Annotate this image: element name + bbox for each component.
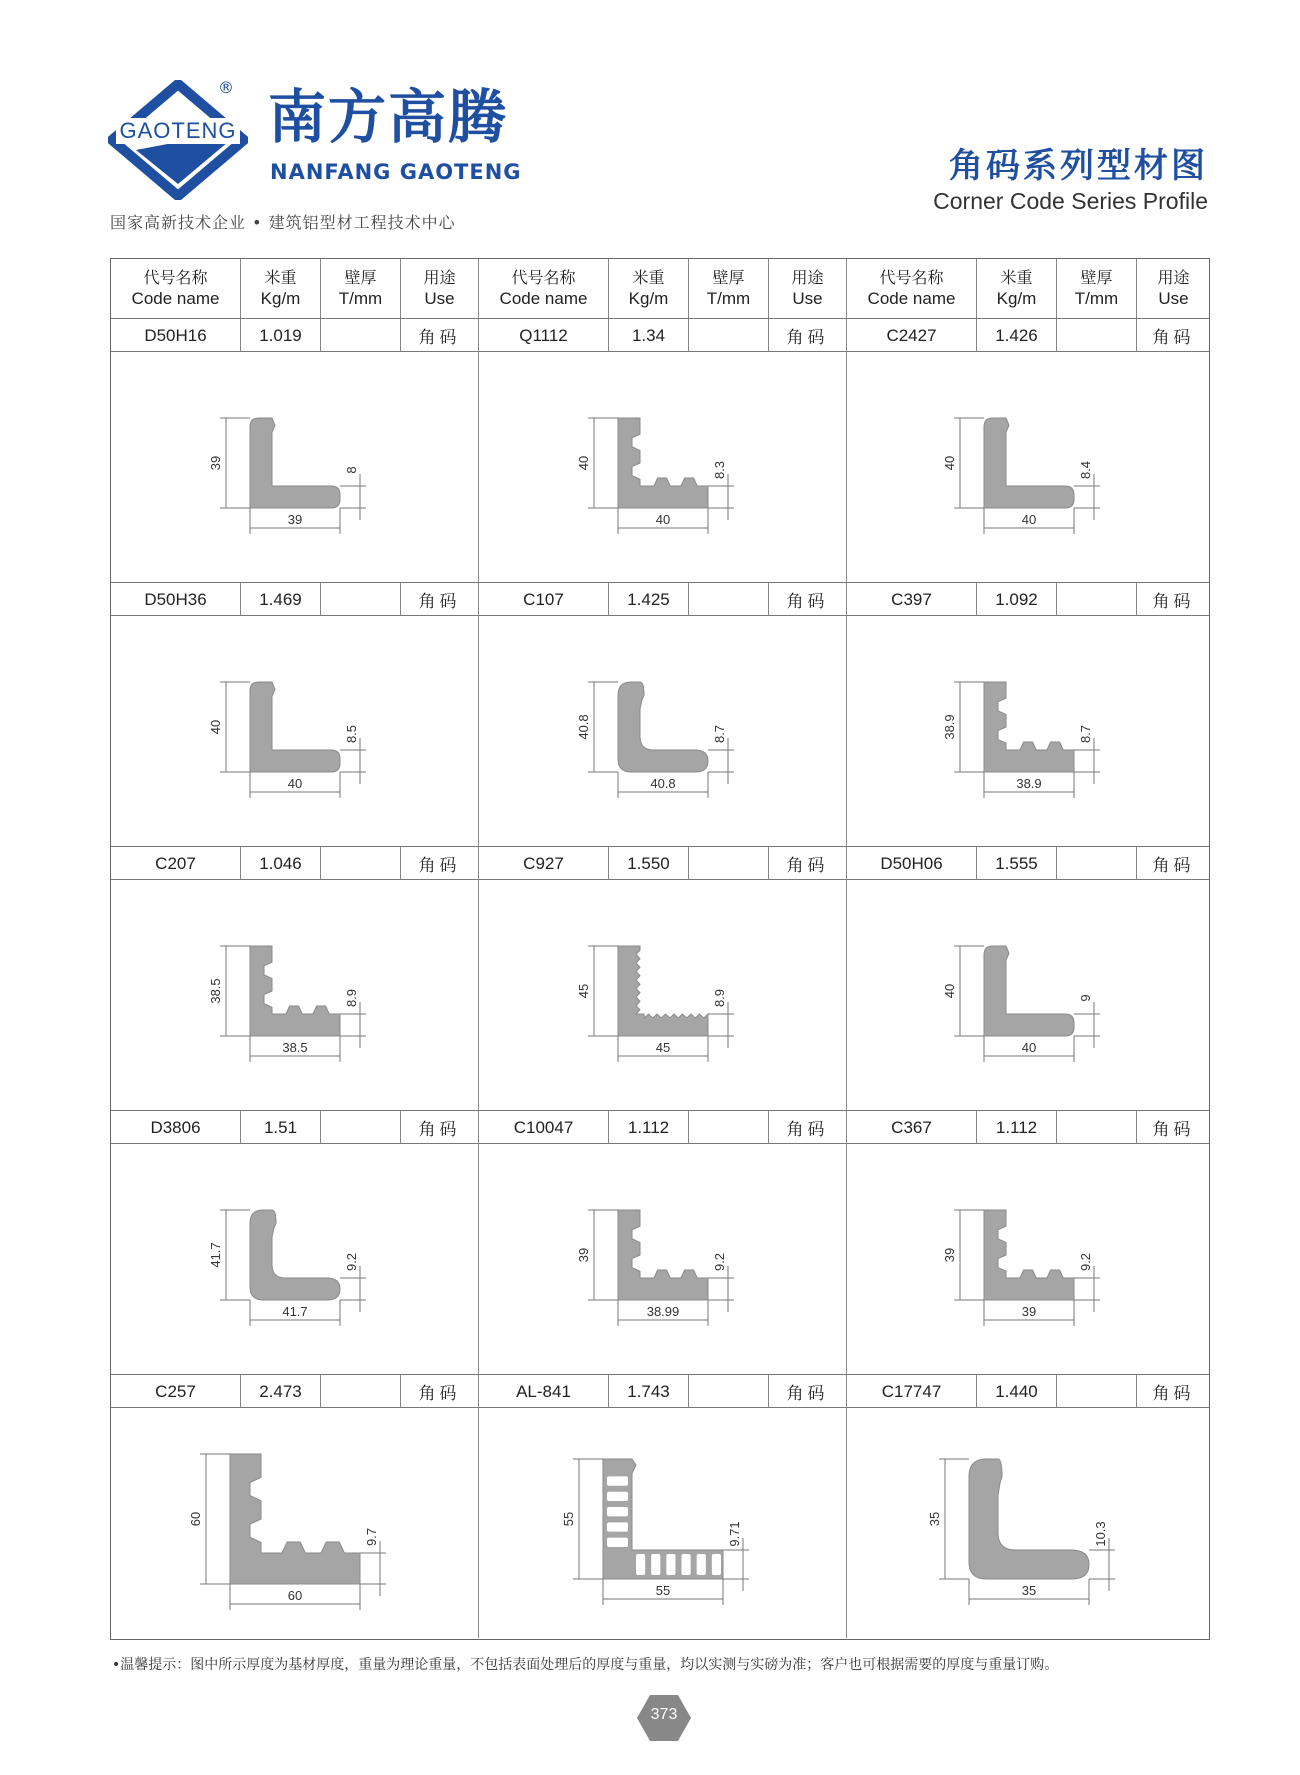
header-code: [111, 259, 241, 318]
dimension-height: 38.5: [208, 978, 223, 1004]
page-number: 373: [650, 1706, 678, 1723]
header-label-cn: 代号名称: [879, 267, 944, 287]
profile-code: C367: [847, 1111, 977, 1144]
profile-use: 角码: [1137, 847, 1210, 880]
dimension-thickness: 9.71: [727, 1521, 742, 1547]
profile-thickness: [689, 847, 769, 880]
header-label-cn: 米重: [1000, 267, 1033, 287]
profile-weight: 1.425: [609, 583, 689, 616]
profile-code: C10047: [479, 1111, 609, 1144]
profile-code: Q1112: [479, 319, 609, 352]
dimension-thickness: 9.7: [364, 1527, 379, 1547]
profile-thickness: [1057, 847, 1137, 880]
page-title-en: Corner Code Series Profile: [933, 188, 1208, 214]
dimension-width: 35: [1021, 1583, 1037, 1598]
dimension-thickness: 8.7: [1078, 724, 1093, 744]
profile-drawing: [847, 1144, 1210, 1374]
profile-shape: [984, 418, 1074, 508]
profile-cross-section-icon: [847, 352, 1210, 582]
dimension-thickness: 8: [344, 466, 359, 474]
svg-text:GAOTENG: GAOTENG: [119, 118, 237, 143]
profile-cross-section-icon: [111, 880, 479, 1110]
page-title-cn: 角码系列型材图: [949, 146, 1208, 186]
profile-code: AL-841: [479, 1375, 609, 1408]
footer-note: •温馨提示：图中所示厚度为基材厚度，重量为理论重量，不包括表面处理后的厚度与重量，均以实测与实磅为准；客户也可根据需要的厚度与重量订购。: [112, 1657, 1059, 1673]
header-label-en: T/mm: [1074, 288, 1119, 308]
profile-shape: [250, 418, 340, 508]
profile-weight: 1.046: [241, 847, 321, 880]
profile-drawing: [847, 352, 1210, 582]
profile-shape: [250, 946, 340, 1036]
brand-name-en: NANFANG GAOTENG: [270, 160, 522, 184]
profile-weight: 1.469: [241, 583, 321, 616]
profile-weight: 1.019: [241, 319, 321, 352]
dimension-thickness: 10.3: [1093, 1521, 1108, 1547]
dimension-height: 55: [561, 1511, 576, 1527]
profile-use: 角码: [401, 847, 479, 880]
dimension-thickness: 8.4: [1078, 460, 1093, 480]
header-label-cn: 壁厚: [344, 267, 377, 287]
dimension-height: 45: [576, 983, 591, 999]
dimension-height: 39: [576, 1247, 591, 1263]
gaoteng-logo-icon: [108, 80, 248, 200]
header-label-en: Use: [1158, 288, 1189, 308]
profile-thickness: [689, 583, 769, 616]
header-code: [847, 259, 977, 318]
profile-drawing: [111, 616, 479, 846]
profile-use: 角码: [769, 319, 847, 352]
header-label-en: Use: [424, 288, 455, 308]
profile-weight: 1.426: [977, 319, 1057, 352]
profile-drawing: [111, 1408, 479, 1638]
profile-thickness: [1057, 319, 1137, 352]
profile-cross-section-icon: [479, 616, 847, 846]
profile-thickness: [321, 1375, 401, 1408]
dimension-height: 40.8: [576, 714, 591, 740]
profile-shape: [250, 1210, 340, 1300]
profile-code: C207: [111, 847, 241, 880]
header-label-cn: 米重: [264, 267, 297, 287]
profile-shape: [618, 418, 708, 508]
header-label-en: T/mm: [706, 288, 751, 308]
dimension-height: 38.9: [942, 714, 957, 740]
profile-thickness: [321, 847, 401, 880]
profile-section: [111, 1110, 1209, 1374]
profile-shape: [618, 946, 708, 1036]
profile-drawing: [847, 880, 1210, 1110]
dimension-width: 38.99: [646, 1304, 680, 1319]
brand-tagline: 国家高新技术企业 • 建筑铝型材工程技术中心: [110, 213, 456, 232]
profile-thickness: [321, 1111, 401, 1144]
profile-use: 角码: [401, 583, 479, 616]
header-thickness: [1057, 259, 1137, 318]
dimension-width: 40.8: [650, 776, 676, 791]
profile-drawing: [479, 880, 847, 1110]
profile-shape: [250, 682, 340, 772]
profile-thickness: [1057, 1111, 1137, 1144]
dimension-thickness: 9.2: [712, 1252, 727, 1272]
profile-code: D50H16: [111, 319, 241, 352]
dimension-thickness: 8.5: [344, 724, 359, 744]
profile-code: C397: [847, 583, 977, 616]
profile-thickness: [689, 1111, 769, 1144]
dimension-height: 41.7: [208, 1242, 223, 1268]
profile-code: D50H06: [847, 847, 977, 880]
header-label-cn: 用途: [1157, 267, 1190, 287]
profile-use: 角码: [769, 583, 847, 616]
profile-weight: 1.550: [609, 847, 689, 880]
profile-use: 角码: [1137, 319, 1210, 352]
profile-cross-section-icon: [111, 1408, 479, 1638]
header-label-cn: 壁厚: [1080, 267, 1113, 287]
profile-cross-section-icon: [847, 616, 1210, 846]
profile-drawing: [111, 880, 479, 1110]
header-label-cn: 代号名称: [511, 267, 576, 287]
profile-section: [111, 582, 1209, 846]
profile-cross-section-icon: [111, 616, 479, 846]
profile-weight: 1.743: [609, 1375, 689, 1408]
profile-code: C17747: [847, 1375, 977, 1408]
profile-use: 角码: [769, 847, 847, 880]
profile-weight: 1.112: [609, 1111, 689, 1144]
registered-mark: ®: [218, 78, 234, 97]
profile-weight: 1.092: [977, 583, 1057, 616]
dimension-width: 40: [1021, 1040, 1037, 1055]
profile-weight: 1.555: [977, 847, 1057, 880]
header-thickness: [689, 259, 769, 318]
header-use: [401, 259, 479, 318]
header-label-cn: 用途: [791, 267, 824, 287]
profile-weight: 1.112: [977, 1111, 1057, 1144]
header-label-cn: 代号名称: [143, 267, 208, 287]
profile-meta-row: [111, 582, 1209, 616]
profile-cross-section-icon: [479, 352, 847, 582]
dimension-height: 40: [208, 719, 223, 735]
profile-weight: 2.473: [241, 1375, 321, 1408]
profile-use: 角码: [769, 1111, 847, 1144]
profile-cross-section-icon: [111, 352, 479, 582]
profile-code: C2427: [847, 319, 977, 352]
profile-use: 角码: [1137, 583, 1210, 616]
header-label-cn: 米重: [632, 267, 665, 287]
header-code: [479, 259, 609, 318]
profile-cross-section-icon: [479, 1408, 847, 1638]
profile-drawing: [111, 1144, 479, 1374]
profile-shape: [984, 1210, 1074, 1300]
dimension-thickness: 9.2: [344, 1252, 359, 1272]
profile-drawing: [111, 352, 479, 582]
dimension-height: 60: [188, 1511, 203, 1527]
profile-meta-row: [111, 1110, 1209, 1144]
profile-use: 角码: [769, 1375, 847, 1408]
dimension-thickness: 8.9: [344, 988, 359, 1008]
profile-weight: 1.34: [609, 319, 689, 352]
dimension-width: 39: [1021, 1304, 1037, 1319]
profile-thickness: [1057, 1375, 1137, 1408]
brand-name-cn: 南方高腾: [268, 83, 509, 151]
header-label-en: Code name: [499, 288, 588, 308]
profile-use: 角码: [1137, 1375, 1210, 1408]
header-weight: [241, 259, 321, 318]
profile-cross-section-icon: [847, 1144, 1210, 1374]
profile-drawing: [479, 352, 847, 582]
profile-cross-section-icon: [479, 880, 847, 1110]
profile-drawing: [479, 1144, 847, 1374]
profile-cross-section-icon: [111, 1144, 479, 1374]
profile-thickness: [1057, 583, 1137, 616]
profile-drawing: [847, 616, 1210, 846]
dimension-width: 60: [287, 1588, 303, 1603]
dimension-height: 39: [208, 455, 223, 471]
header-label-cn: 壁厚: [712, 267, 745, 287]
profile-section: [111, 1374, 1209, 1638]
profile-shape: [618, 682, 708, 772]
dimension-thickness: 8.3: [712, 460, 727, 480]
profile-code: D3806: [111, 1111, 241, 1144]
profile-table: [110, 258, 1210, 1640]
dimension-width: 38.9: [1016, 776, 1042, 791]
header-label-en: Kg/m: [996, 288, 1037, 308]
profile-section: [111, 846, 1209, 1110]
dimension-height: 40: [942, 983, 957, 999]
profile-use: 角码: [401, 319, 479, 352]
header-thickness: [321, 259, 401, 318]
profile-section: [111, 318, 1209, 582]
dimension-width: 41.7: [282, 1304, 308, 1319]
profile-meta-row: [111, 318, 1209, 352]
profile-shape: [969, 1459, 1089, 1579]
header-weight: [977, 259, 1057, 318]
profile-cross-section-icon: [847, 880, 1210, 1110]
dimension-height: 39: [942, 1247, 957, 1263]
header-label-en: Kg/m: [628, 288, 669, 308]
table-header: [111, 259, 1209, 319]
dimension-height: 35: [927, 1511, 942, 1527]
dimension-width: 40: [287, 776, 303, 791]
profile-code: C257: [111, 1375, 241, 1408]
profile-code: C927: [479, 847, 609, 880]
dimension-height: 40: [576, 455, 591, 471]
profile-use: 角码: [401, 1111, 479, 1144]
header-label-en: Use: [792, 288, 823, 308]
header-label-en: Code name: [867, 288, 956, 308]
profile-drawing: [479, 616, 847, 846]
profile-shape: [984, 682, 1074, 772]
header-weight: [609, 259, 689, 318]
header-label-en: Kg/m: [260, 288, 301, 308]
profile-shape: [230, 1454, 360, 1584]
profile-thickness: [321, 319, 401, 352]
profile-code: C107: [479, 583, 609, 616]
dimension-thickness: 9: [1078, 994, 1093, 1002]
profile-use: 角码: [1137, 1111, 1210, 1144]
profile-weight: 1.51: [241, 1111, 321, 1144]
dimension-height: 40: [942, 455, 957, 471]
profile-shape: [984, 946, 1074, 1036]
profile-shape: [618, 1210, 708, 1300]
profile-drawing: [479, 1408, 847, 1638]
dimension-width: 45: [655, 1040, 671, 1055]
header-label-en: T/mm: [338, 288, 383, 308]
profile-cross-section-icon: [479, 1144, 847, 1374]
dimension-width: 55: [655, 1583, 671, 1598]
profile-meta-row: [111, 846, 1209, 880]
header-label-cn: 用途: [423, 267, 456, 287]
profile-weight: 1.440: [977, 1375, 1057, 1408]
dimension-width: 40: [655, 512, 671, 527]
profile-code: D50H36: [111, 583, 241, 616]
header-use: [1137, 259, 1210, 318]
dimension-thickness: 8.9: [712, 988, 727, 1008]
header-label-en: Code name: [131, 288, 220, 308]
profile-thickness: [689, 1375, 769, 1408]
profile-meta-row: [111, 1374, 1209, 1408]
dimension-width: 38.5: [282, 1040, 308, 1055]
profile-thickness: [689, 319, 769, 352]
header-use: [769, 259, 847, 318]
dimension-thickness: 9.2: [1078, 1252, 1093, 1272]
dimension-width: 39: [287, 512, 303, 527]
profile-cross-section-icon: [847, 1408, 1210, 1638]
profile-use: 角码: [401, 1375, 479, 1408]
dimension-width: 40: [1021, 512, 1037, 527]
profile-thickness: [321, 583, 401, 616]
profile-drawing: [847, 1408, 1210, 1638]
dimension-thickness: 8.7: [712, 724, 727, 744]
